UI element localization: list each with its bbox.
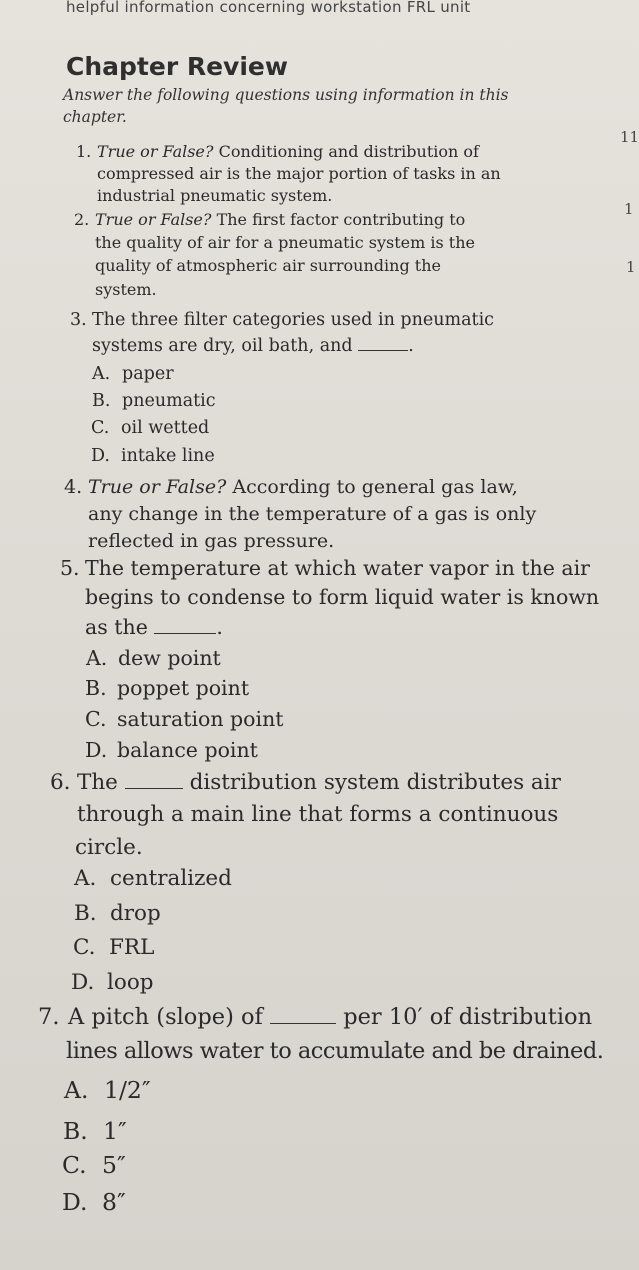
- question-number: 3.: [70, 310, 87, 330]
- question-line: [97, 142, 479, 161]
- question-line: quality of atmospheric air surrounding the: [95, 256, 441, 275]
- answer-blank: [270, 1022, 336, 1024]
- question-line: The three filter categories used in pneumatic: [92, 310, 494, 330]
- question-text: distribution system distributes air: [189, 770, 561, 795]
- page-title: Chapter Review: [66, 52, 288, 81]
- true-false-label: True or False?: [97, 142, 214, 161]
- question-line: reflected in gas pressure.: [88, 530, 335, 552]
- question-line: system.: [95, 280, 157, 299]
- question-text: as the: [85, 615, 148, 639]
- option-d: D. loop: [71, 970, 154, 995]
- question-line: the quality of air for a pneumatic system is the: [95, 233, 475, 252]
- question-line: begins to condense to form liquid water is known: [85, 585, 600, 609]
- answer-blank: [125, 787, 183, 789]
- question-line: compressed air is the major portion of tasks in an: [97, 164, 501, 183]
- answer-blank: [358, 349, 408, 351]
- question-text: The: [77, 770, 118, 795]
- margin-number: 1: [624, 200, 634, 218]
- option-d: D. 8″: [62, 1188, 126, 1216]
- option-a: A. 1/2″: [64, 1076, 151, 1104]
- option-b: B. pneumatic: [92, 391, 216, 411]
- question-line: lines allows water to accumulate and be drained.: [66, 1038, 604, 1064]
- option-c: C. FRL: [73, 935, 155, 960]
- margin-number: 1: [626, 258, 636, 276]
- margin-number: 11: [620, 128, 639, 146]
- question-line: [68, 1004, 592, 1030]
- question-text: A pitch (slope) of: [68, 1004, 263, 1030]
- option-d: D. intake line: [91, 446, 215, 466]
- question-number: 2.: [74, 210, 90, 229]
- question-line: through a main line that forms a continuous: [77, 802, 559, 827]
- option-a: A. dew point: [86, 646, 221, 670]
- question-line: circle.: [75, 835, 143, 860]
- question-number: 5.: [60, 556, 80, 580]
- question-line: industrial pneumatic system.: [97, 186, 333, 205]
- option-a: A. centralized: [74, 866, 232, 891]
- question-number: 6.: [50, 770, 71, 795]
- option-a: A. paper: [92, 364, 174, 384]
- question-number: 4.: [64, 476, 83, 498]
- question-line: [77, 770, 561, 795]
- option-b: B. poppet point: [85, 676, 250, 700]
- question-number: 7.: [38, 1004, 60, 1030]
- question-text: systems are dry, oil bath, and: [92, 336, 353, 356]
- option-c: C. saturation point: [85, 707, 284, 731]
- option-c: C. oil wetted: [91, 418, 210, 438]
- question-line: [95, 210, 465, 229]
- answer-blank: [154, 632, 216, 634]
- option-c: C. 5″: [62, 1151, 126, 1179]
- question-number: 1.: [76, 142, 92, 161]
- option-d: D. balance point: [85, 738, 258, 762]
- question-line: any change in the temperature of a gas is only: [88, 503, 537, 525]
- top-cut-text: helpful information concerning workstation FRL unit: [66, 0, 471, 16]
- true-false-label: True or False?: [95, 210, 212, 229]
- question-line: as the .: [85, 615, 223, 639]
- instructions: [63, 84, 563, 128]
- option-b: B. 1″: [63, 1117, 127, 1145]
- question-line: systems are dry, oil bath, and .: [92, 336, 414, 356]
- instructions-line-1: Answer the following questions using information in this: [63, 86, 509, 104]
- question-line: [88, 476, 518, 498]
- question-text: Conditioning and distribution of: [218, 142, 479, 161]
- question-text: According to general gas law,: [232, 476, 518, 498]
- question-text: The first factor contributing to: [216, 210, 466, 229]
- true-false-label: True or False?: [88, 476, 227, 498]
- question-text: per 10′ of distribution: [343, 1004, 593, 1030]
- instructions-line-2: chapter.: [63, 108, 127, 126]
- question-line: The temperature at which water vapor in the air: [85, 556, 590, 580]
- option-b: B. drop: [74, 901, 161, 926]
